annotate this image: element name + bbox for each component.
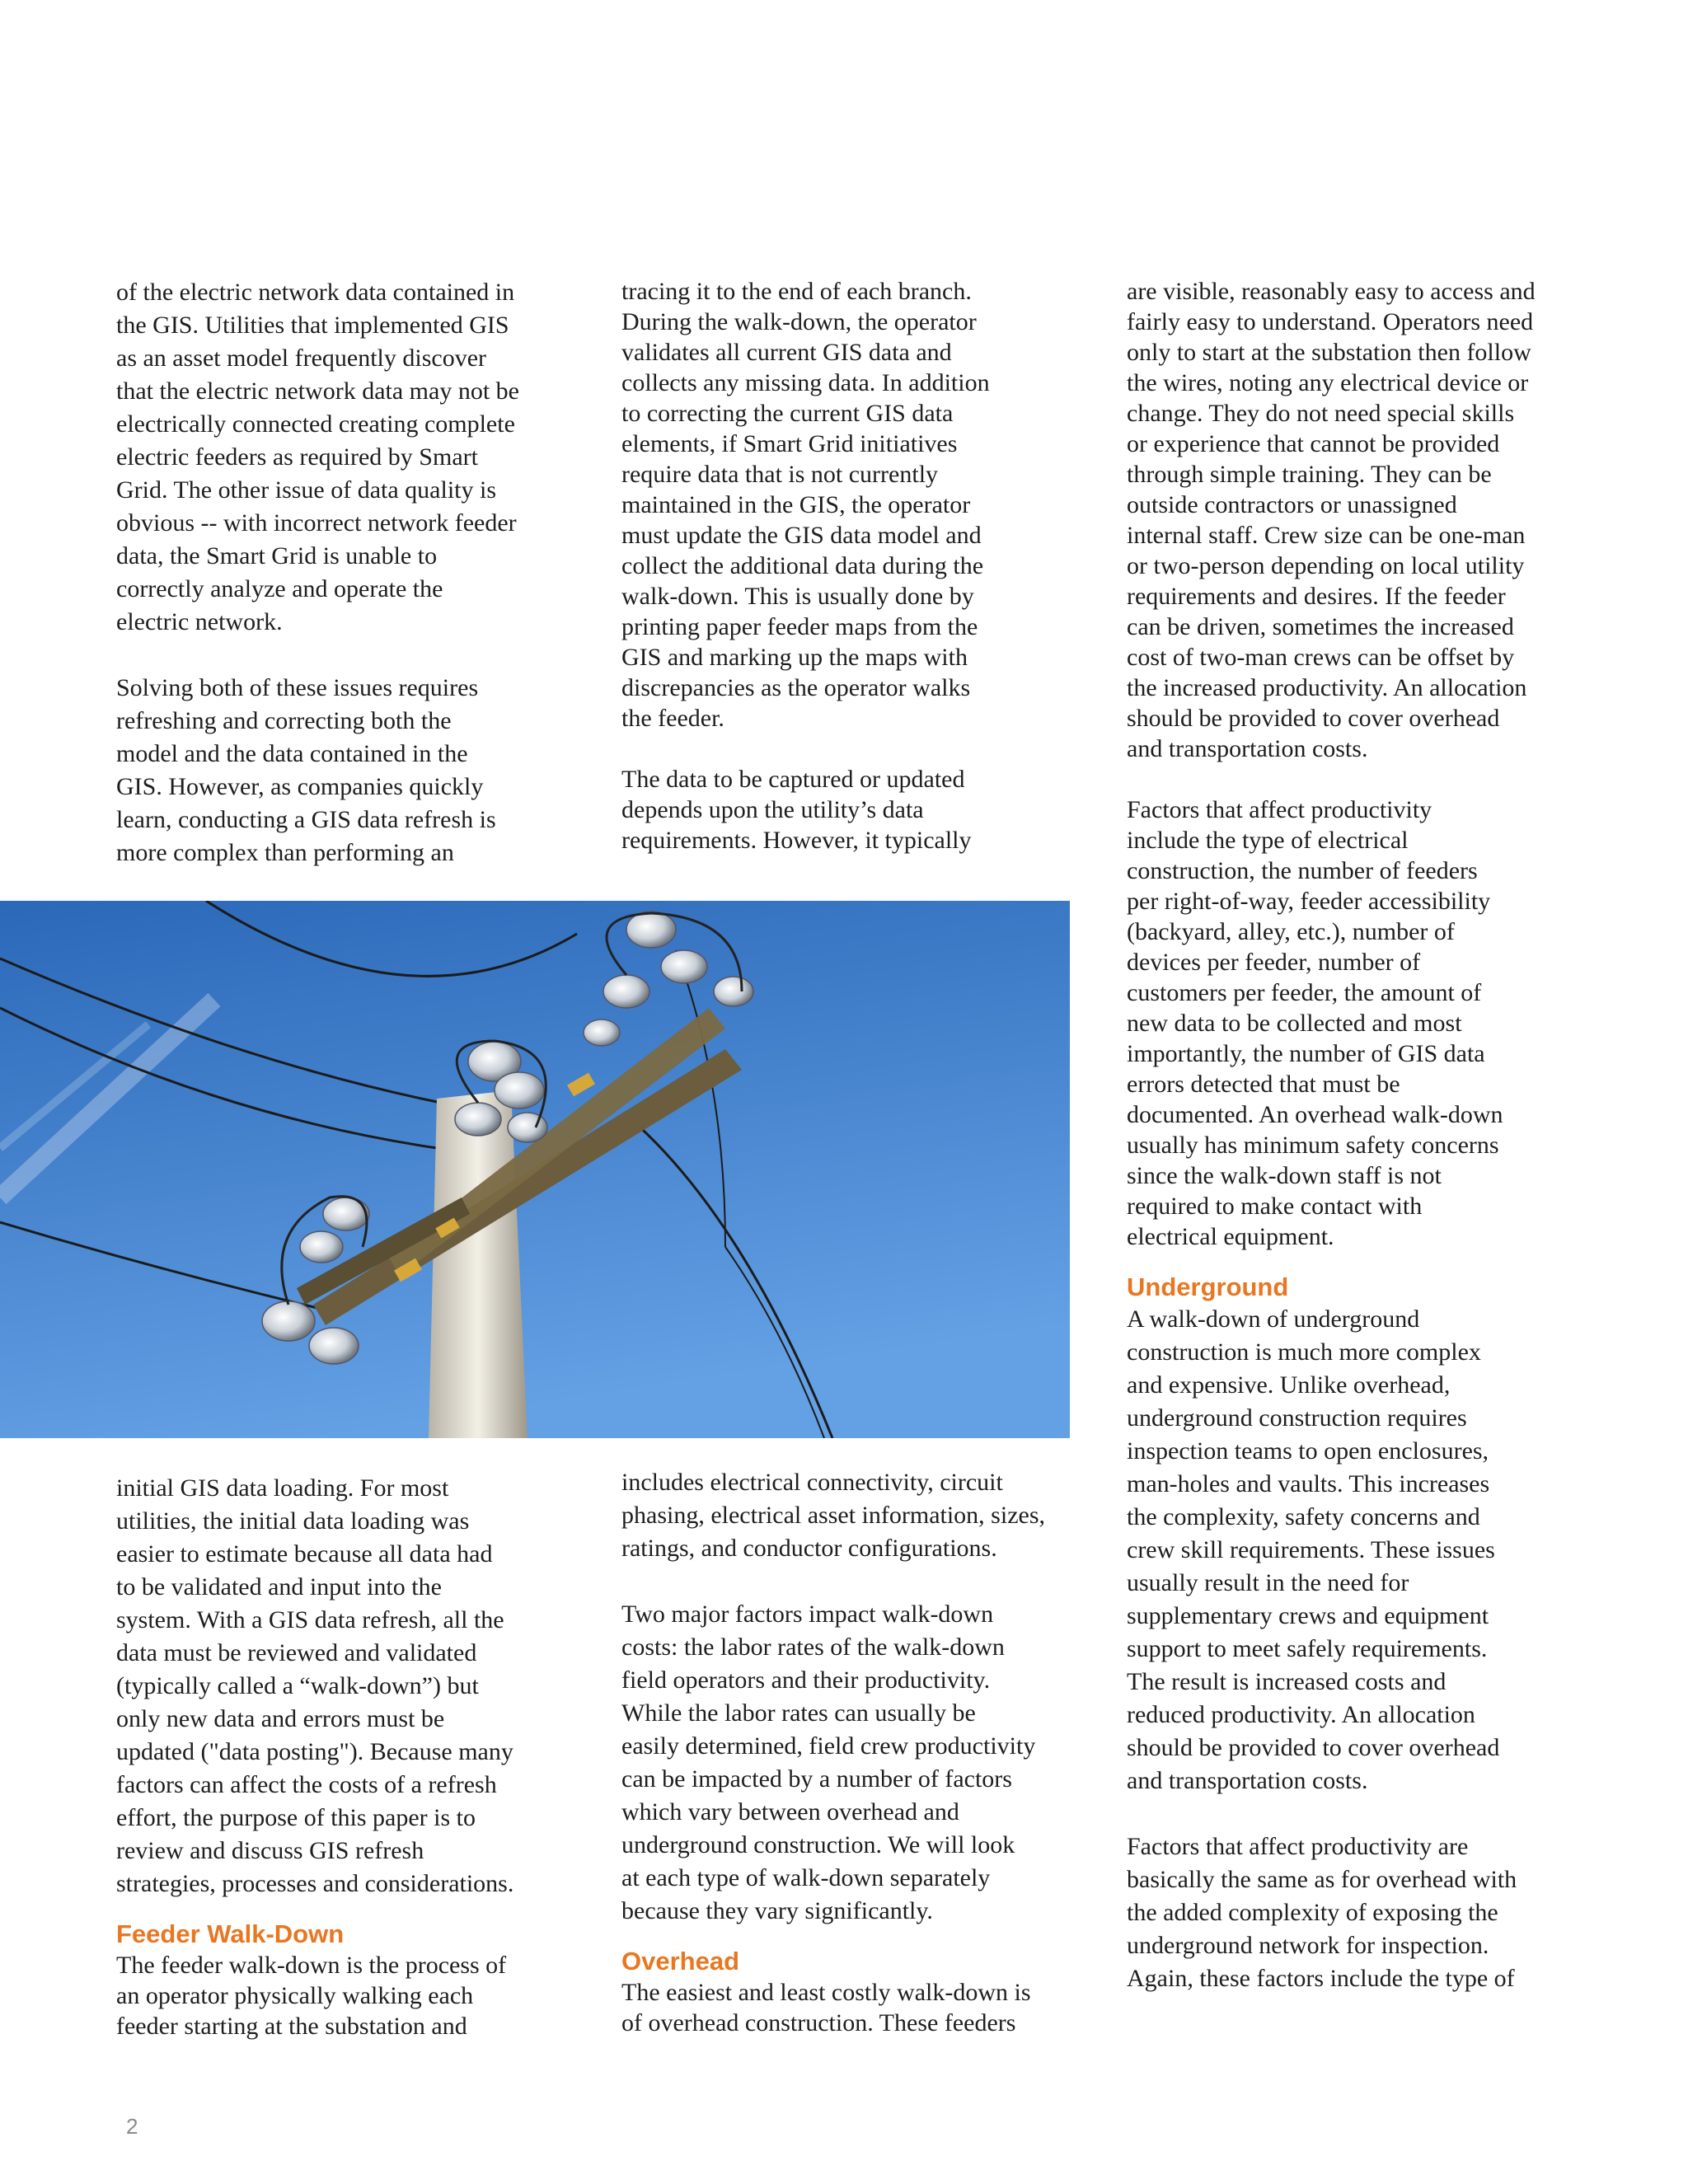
text-line: During the walk-down, the operator	[621, 308, 977, 335]
text-line: elements, if Smart Grid initiatives	[621, 430, 958, 457]
text-line: depends upon the utility’s data	[621, 796, 924, 823]
text-line: or experience that cannot be provided	[1127, 430, 1500, 457]
text-line: the added complexity of exposing the	[1127, 1899, 1498, 1926]
text-line: learn, conducting a GIS data refresh is	[116, 806, 496, 833]
text-line: underground network for inspection.	[1127, 1932, 1489, 1959]
text-line: updated ("data posting"). Because many	[116, 1738, 513, 1765]
text-line: printing paper feeder maps from the	[621, 613, 978, 640]
text-line	[621, 733, 990, 764]
text-line: required to make contact with	[1127, 1193, 1423, 1220]
text-line: The data to be captured or updated	[621, 766, 965, 793]
column-2-bottom	[621, 1466, 1045, 2038]
text-line: requirements. However, it typically	[621, 827, 972, 854]
text-line: can be driven, sometimes the increased	[1127, 613, 1514, 640]
text-line: usually has minimum safety concerns	[1127, 1132, 1499, 1159]
text-line: fairly easy to understand. Operators need	[1127, 308, 1534, 335]
text-line: or two-person depending on local utility	[1127, 552, 1525, 579]
text-line	[1127, 764, 1536, 794]
text-line: include the type of electrical	[1127, 827, 1409, 854]
text-line: field operators and their productivity.	[621, 1666, 991, 1694]
column-1-feeder-text	[116, 1950, 513, 2041]
text-line: effort, the purpose of this paper is to	[116, 1804, 476, 1831]
text-line: that the electric network data may not be	[116, 377, 519, 405]
text-line: importantly, the number of GIS data	[1127, 1040, 1485, 1067]
text-line: require data that is not currently	[621, 461, 939, 488]
text-line: strategies, processes and considerations.	[116, 1870, 514, 1897]
text-line: an operator physically walking each	[116, 1982, 474, 2009]
text-line: internal staff. Crew size can be one-man	[1127, 522, 1526, 549]
text-line	[621, 1565, 1045, 1598]
text-line: data must be reviewed and validated	[116, 1639, 477, 1666]
text-line: refreshing and correcting both the	[116, 707, 452, 734]
text-line: the GIS. Utilities that implemented GIS	[116, 312, 509, 339]
text-line: data, the Smart Grid is unable to	[116, 542, 438, 569]
text-line: the increased productivity. An allocation	[1127, 674, 1527, 701]
column-1-top	[116, 276, 519, 869]
text-line: per right-of-way, feeder accessibility	[1127, 888, 1491, 915]
text-line: validates all current GIS data and	[621, 339, 952, 366]
text-line: easier to estimate because all data had	[116, 1540, 493, 1568]
text-line: model and the data contained in the	[116, 740, 468, 767]
text-line: GIS and marking up the maps with	[621, 644, 968, 671]
text-line: tracing it to the end of each branch.	[621, 278, 972, 305]
text-line: (backyard, alley, etc.), number of	[1127, 918, 1455, 945]
spacer	[1127, 1252, 1536, 1272]
heading-overhead: Overhead	[621, 1947, 740, 1975]
text-line: the complexity, safety concerns and	[1127, 1503, 1480, 1530]
text-line: electric feeders as required by Smart	[116, 443, 478, 471]
text-line: Factors that affect productivity	[1127, 796, 1432, 823]
heading-underground: Underground	[1127, 1272, 1289, 1301]
text-line: requirements and desires. If the feeder	[1127, 583, 1506, 610]
text-line: Factors that affect productivity are	[1127, 1833, 1469, 1860]
text-line: review and discuss GIS refresh	[116, 1837, 424, 1864]
text-line: should be provided to cover overhead	[1127, 705, 1500, 732]
text-line: support to meet safely requirements.	[1127, 1635, 1488, 1662]
text-line: usually result in the need for	[1127, 1569, 1409, 1596]
column-3-underground	[1127, 1303, 1536, 1995]
text-line: should be provided to cover overhead	[1127, 1734, 1500, 1761]
text-line: can be impacted by a number of factors	[621, 1765, 1012, 1793]
text-line: Solving both of these issues requires	[116, 674, 479, 701]
page-number: 2	[126, 2114, 138, 2139]
text-line: as an asset model frequently discover	[116, 344, 487, 372]
text-line: electrical equipment.	[1127, 1223, 1334, 1250]
text-line: construction is much more complex	[1127, 1338, 1481, 1366]
text-line: costs: the labor rates of the walk-down	[621, 1633, 1005, 1661]
text-line: change. They do not need special skills	[1127, 400, 1515, 427]
text-line: While the labor rates can usually be	[621, 1699, 976, 1727]
text-line: (typically called a “walk-down”) but	[116, 1672, 479, 1699]
text-line: new data to be collected and most	[1127, 1010, 1462, 1037]
text-line: The easiest and least costly walk-down is	[621, 1979, 1031, 2006]
text-line: errors detected that must be	[1127, 1071, 1400, 1098]
text-line: system. With a GIS data refresh, all the	[116, 1606, 504, 1633]
text-line: ratings, and conductor configurations.	[621, 1535, 997, 1562]
text-line: through simple training. They can be	[1127, 461, 1492, 488]
text-line: to be validated and input into the	[116, 1573, 442, 1601]
text-line: must update the GIS data model and	[621, 522, 982, 549]
text-line: obvious -- with incorrect network feeder	[116, 509, 517, 537]
text-line: basically the same as for overhead with	[1127, 1866, 1517, 1893]
text-line: electric network.	[116, 608, 283, 635]
text-line: the feeder.	[621, 705, 724, 732]
text-line: collects any missing data. In addition	[621, 369, 990, 396]
utility-pole-photo	[0, 901, 1070, 1438]
text-line	[1127, 1797, 1536, 1830]
text-line: and transportation costs.	[1127, 735, 1368, 762]
text-line: The result is increased costs and	[1127, 1668, 1447, 1695]
text-line: Two major factors impact walk-down	[621, 1601, 994, 1628]
text-line: factors can affect the costs of a refresh	[116, 1771, 497, 1798]
column-2-bottom-text	[621, 1466, 1045, 1928]
text-line: to correcting the current GIS data	[621, 400, 954, 427]
text-line: Again, these factors include the type of	[1127, 1965, 1515, 1992]
text-line: easily determined, field crew productivity	[621, 1732, 1036, 1760]
text-line: utilities, the initial data loading was	[116, 1507, 470, 1535]
text-line: and transportation costs.	[1127, 1767, 1368, 1794]
column-1-bottom	[116, 1472, 513, 2041]
text-line: of the electric network data contained in	[116, 279, 515, 306]
text-line: man-holes and vaults. This increases	[1127, 1470, 1490, 1497]
text-line: electrically connected creating complete	[116, 410, 515, 438]
text-line: underground construction. We will look	[621, 1831, 1015, 1858]
text-line: GIS. However, as companies quickly	[116, 773, 484, 800]
text-line: feeder starting at the substation and	[116, 2013, 467, 2040]
spacer	[621, 1928, 1045, 1946]
heading-feeder-walk-down: Feeder Walk-Down	[116, 1919, 345, 1948]
text-line: initial GIS data loading. For most	[116, 1474, 449, 1502]
text-line: cost of two-man crews can be offset by	[1127, 644, 1515, 671]
text-line: and expensive. Unlike overhead,	[1127, 1371, 1451, 1399]
text-line	[116, 639, 519, 672]
text-line: A walk-down of underground	[1127, 1305, 1420, 1333]
text-line: includes electrical connectivity, circuit	[621, 1469, 1003, 1496]
column-1-bottom-text	[116, 1472, 513, 1900]
text-line: walk-down. This is usually done by	[621, 583, 974, 610]
column-3-top	[1127, 276, 1536, 1252]
text-line: discrepancies as the operator walks	[621, 674, 971, 701]
text-line: phasing, electrical asset information, sizes,	[621, 1502, 1045, 1529]
text-line: only new data and errors must be	[116, 1705, 445, 1732]
column-2-overhead-text	[621, 1977, 1045, 2038]
text-line: of overhead construction. These feeders	[621, 2009, 1016, 2036]
column-2-top	[621, 276, 990, 855]
text-line: The feeder walk-down is the process of	[116, 1952, 507, 1979]
text-line: outside contractors or unassigned	[1127, 491, 1457, 518]
text-line: because they vary significantly.	[621, 1897, 933, 1924]
text-line: at each type of walk-down separately	[621, 1864, 991, 1891]
text-line: more complex than performing an	[116, 839, 454, 866]
text-line: which vary between overhead and	[621, 1798, 959, 1825]
text-line: crew skill requirements. These issues	[1127, 1536, 1495, 1563]
text-line: customers per feeder, the amount of	[1127, 979, 1482, 1006]
text-line: the wires, noting any electrical device or	[1127, 369, 1529, 396]
text-line: supplementary crews and equipment	[1127, 1602, 1489, 1629]
text-line: underground construction requires	[1127, 1404, 1467, 1432]
text-line: only to start at the substation then follow	[1127, 339, 1531, 366]
text-line: correctly analyze and operate the	[116, 575, 443, 602]
text-line: construction, the number of feeders	[1127, 857, 1478, 884]
text-line: devices per feeder, number of	[1127, 949, 1421, 976]
text-line: documented. An overhead walk-down	[1127, 1101, 1503, 1128]
text-line: maintained in the GIS, the operator	[621, 491, 971, 518]
column-3	[1127, 276, 1536, 1995]
spacer	[116, 1900, 513, 1919]
text-line: inspection teams to open enclosures,	[1127, 1437, 1489, 1465]
text-line: reduced productivity. An allocation	[1127, 1701, 1475, 1728]
text-line: Grid. The other issue of data quality is	[116, 476, 497, 504]
text-line: collect the additional data during the	[621, 552, 984, 579]
text-line: since the walk-down staff is not	[1127, 1162, 1442, 1189]
text-line: are visible, reasonably easy to access and	[1127, 278, 1536, 305]
